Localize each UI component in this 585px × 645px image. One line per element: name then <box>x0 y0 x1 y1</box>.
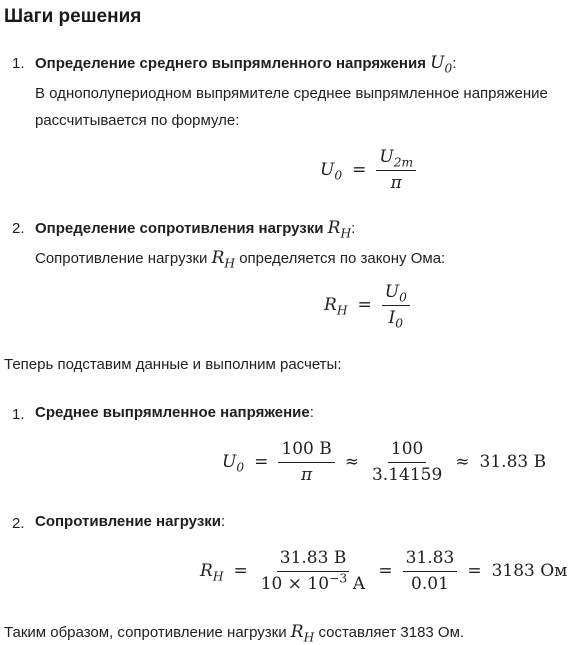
calc-2-number: 2. <box>12 515 25 532</box>
calc-1-number: 1. <box>12 406 25 423</box>
formula-ohms-law: $R_H$ = $\frac{U_0}{I_0}$ <box>324 283 410 327</box>
step-2-colon: : <box>351 220 356 237</box>
calc-2-title-line: Сопротивление нагрузки: <box>35 513 226 530</box>
formula-resistance-calc: $R_H$ = $\frac{31.83 В}{10 \times 10^{-3} А}$ = $\frac{31.83}{0.01}$ = 3183 Ом <box>200 548 568 594</box>
fraction: $\frac{U_{2m}}{\pi}$ <box>376 148 416 192</box>
conclusion: Таким образом, сопротивление нагрузки $R_H$ составляет 3183 Ом. <box>4 622 465 645</box>
calc-1-title-line: Среднее выпрямленное напряжение: <box>35 404 314 421</box>
step-2-title-line <box>35 215 355 241</box>
fraction: $\frac{100 В}{\pi}$ <box>278 440 334 484</box>
step-2-variable: $R_H$ <box>327 218 352 241</box>
step-1-colon: : <box>452 55 457 72</box>
calculation-intro: Теперь подставим данные и выполним расчеты: <box>4 356 342 373</box>
formula-average-voltage: $U_0$ = $\frac{U_{2m}}{\pi}$ <box>320 148 416 192</box>
step-1-number: 1. <box>12 55 25 72</box>
calc-1-title: Среднее выпрямленное напряжение <box>35 404 310 421</box>
fraction: $\frac{100}{3.14159}$ <box>371 439 443 485</box>
step-1-title-line <box>35 50 456 76</box>
formula-voltage-calc: $U_0$ = $\frac{100 В}{\pi}$ ≈ $\frac{100}{3.14159}$ ≈ 31.83 В <box>222 439 547 485</box>
voltage-result: 31.83 В <box>479 452 547 473</box>
step-1-text-1: В однополупериодном выпрямителе среднее выпрямленное напряжение <box>35 85 548 102</box>
page-heading: Шаги решения <box>4 6 142 27</box>
fraction: $\frac{31.83 В}{10 \times 10^{-3} А}$ <box>260 548 366 594</box>
step-2-number: 2. <box>12 220 25 237</box>
calc-2-title: Сопротивление нагрузки <box>35 513 222 530</box>
step-1-text-2: рассчитывается по формуле: <box>35 112 240 129</box>
step-1-variable: $U_0$ <box>430 53 453 76</box>
fraction: $\frac{31.83}{0.01}$ <box>403 549 458 593</box>
step-2-title: Определение сопротивления нагрузки <box>35 220 324 237</box>
resistance-result: 3183 Ом <box>491 561 568 582</box>
step-2-text: Сопротивление нагрузки $R_H$ определяется по закону Ома: <box>35 248 446 271</box>
step-1-title: Определение среднего выпрямленного напряжения <box>35 55 426 72</box>
fraction: $\frac{U_0}{I_0}$ <box>382 283 410 327</box>
